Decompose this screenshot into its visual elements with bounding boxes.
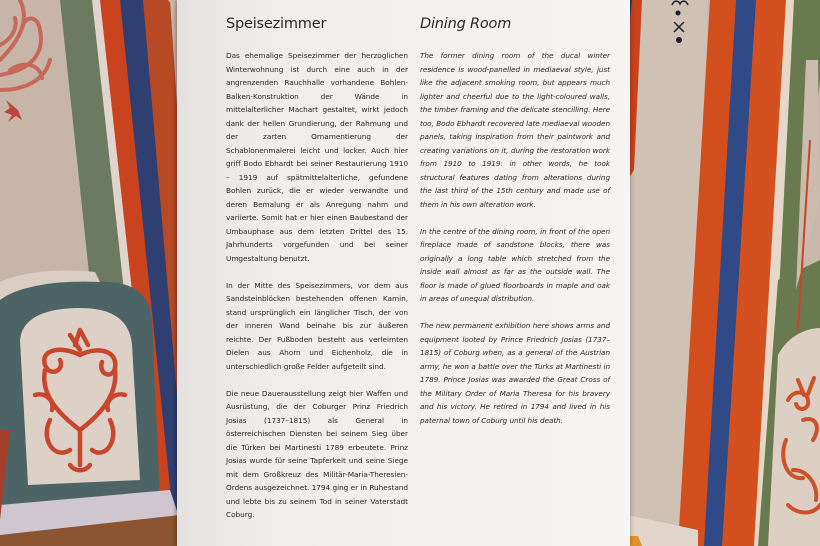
- painted-wall-right: [628, 0, 820, 546]
- german-title: Speisezimmer: [226, 16, 327, 32]
- english-paragraph-1: The former dining room of the ducal winter residence is wood-panelled in mediaeval style, just like the adjacent smoking room, but appears much lighter and cheerful due to the light-coloured walls, the timber framing and the delicate stencilling. Here too, Bodo Ebhardt recovered late mediaeval wooden panels, taking inspiration from their paintwork and creating variations on it, during the restoration work from 1910 to 1919: in other words, he took structural features dating from alterations during the last third of the 15th century and made use of them in his own alteration work.: [420, 51, 610, 209]
- wall-right-painting: [628, 0, 820, 546]
- german-paragraph-2: In der Mitte des Speisezimmers, vor dem aus Sandsteinblöcken bestehenden offenen Kamin, stand ursprünglich ein länglicher Tisch, der von der inneren Wand beinahe bis zur äußeren reichte. Der Fußboden besteht aus verleimten Dielen aus Ahorn und Eichenholz, die in unterschiedlich große Felder aufgeteilt sind.: [226, 280, 408, 371]
- english-paragraph-2: In the centre of the dining room, in front of the open fireplace made of sandstone blocks, there was originally a long table which stretched from the inside wall almost as far as the outside wall. The floor is made of glued floorboards in maple and oak in areas of unequal distribution.: [420, 226, 610, 303]
- information-placard: [177, 0, 630, 546]
- german-text-column: [226, 14, 408, 535]
- painted-wall-left: [0, 0, 190, 546]
- german-paragraph-3: Die neue Dauerausstellung zeigt hier Waffen und Ausrüstung, die der Coburger Prinz Friedrich Josias (1737–1815) als General in österreichischen Diensten bei seinem Sieg über die Türken bei Martinesti 1789 erbeutete. Prinz Josias wurde für seine Tapferkeit und seine Siege mit dem Großkreuz des Militär-Maria-Theresien-Ordens ausgezeichnet. 1794 ging er in Ruhestand und lebte bis zu seinem Tod in seiner Vaterstadt Coburg.: [226, 388, 408, 519]
- wall-left-painting: [0, 0, 190, 546]
- german-paragraph-1: Das ehemalige Speisezimmer der herzoglichen Winterwohnung ist durch eine auch in der angrenzenden Rauchhalle vorhandene Bohlen-Balken-Konstruktion der Wände in mittelalterlicher Machart gestaltet, wirkt jedoch dank der hellen Grundierung, der Rahmung und der zarten Ornamentierung der Schablonenmalerei leicht und locker. Auch hier griff Bodo Ebhardt bei seiner Restaurierung 1910 – 1919 auf spätmittelalterliche, gefundene Bohlen zurück, die er wieder verwandte und deren Bemalung er als Anregung nahm und variierte. Somit hat er hier einen Baubestand der Umbauphase aus dem letzten Drittel des 15. Jahrhunderts vorgefunden und bei seiner Umgestaltung benutzt.: [226, 51, 408, 263]
- english-title: Dining Room: [420, 16, 512, 32]
- english-text-column: [420, 14, 610, 441]
- english-paragraph-3: The new permanent exhibition here shows arms and equipment looted by Prince Friedrich Josias (1737–1815) of Coburg when, as a general of the Austrian army, he won a battle over the Turks at Martinesti in 1789. Prince Josias was awarded the Great Cross of the Military Order of Maria Theresa for his bravery and his victory. He retired in 1794 and lived in his paternal town of Coburg until his death.: [420, 321, 610, 425]
